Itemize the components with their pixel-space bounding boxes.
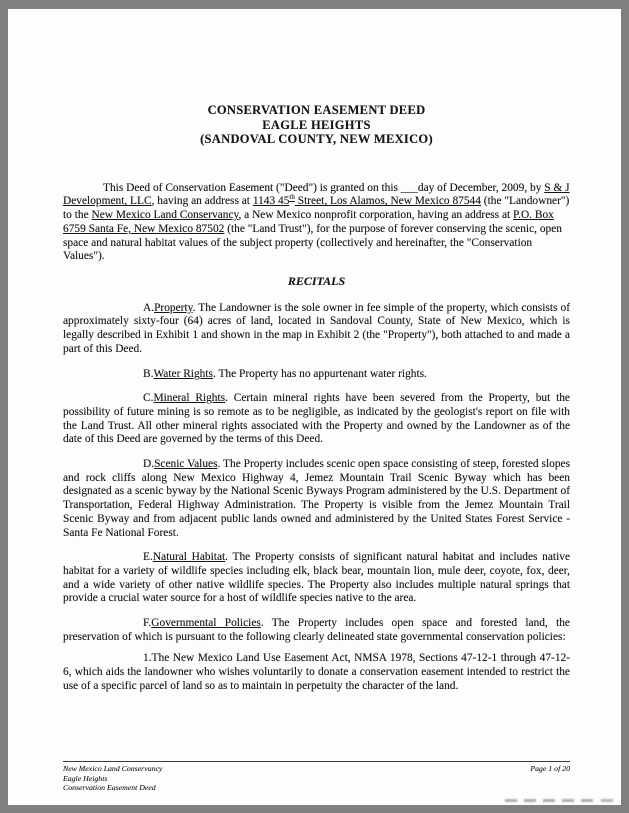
title-line-deed: CONSERVATION EASEMENT DEED <box>207 103 426 117</box>
footer-project-name: Eagle Heights <box>63 773 108 783</box>
paragraph-e-natural-habitat: E.Natural Habitat. The Property consists of significant natural habitat and includes native habitat for a variety of wildlife species including elk, black bear, mountain lion, mule deer, coyote, fox, deer, and a wide variety of other native wildlife species. The Property also includes multiple natural springs that provide a crucial water source for a host of wildlife species native to the area. <box>63 551 570 605</box>
document-page <box>8 9 621 805</box>
paragraph-c-mineral-rights: C.Mineral Rights. Certain mineral rights have been severed from the Property, but the possibility of future mining is so remote as to be negligible, as indicated by the geologist's report on file with the Land Trust. All other mineral rights associated with the Property and owned by the Landowner as of the date of this Deed are governed by the terms of this Deed. <box>63 392 570 446</box>
intro-paragraph: This Deed of Conservation Easement ("Deed") is granted on this ___day of December, 2009, by S & J Development, LLC, having an address at 1143 45th Street, Los Alamos, New Mexico 87544 (the "Landowner") to the New Mexico Land Conservancy, a New Mexico nonprofit corporation, having an address at P.O. Box 6759 Santa Fe, New Mexico 87502 (the "Land Trust"), for the purpose of forever conserving the scenic, open space and natural habitat values of the subject property (collectively and hereinafter, the "Conservation Values"). <box>63 181 570 263</box>
title-line-county: (SANDOVAL COUNTY, NEW MEXICO) <box>200 132 433 147</box>
document-title <box>63 103 570 147</box>
paragraph-b-water-rights: B.Water Rights. The Property has no appurtenant water rights. <box>143 367 427 380</box>
scan-artifact <box>505 799 595 802</box>
footer-page-number: Page 1 of 20 <box>530 764 570 773</box>
footer-organization: New Mexico Land Conservancy <box>63 764 163 773</box>
footer-document-info <box>63 764 162 793</box>
paragraph-d-scenic-values: D.Scenic Values. The Property includes scenic open space consisting of steep, forested slopes and rock cliffs along New Mexico Highway 4, Jemez Mountain Trail Scenic Byway which has been designated as a scenic byway by the National Scenic Byways Program administered by the U.S. Department of Transportation, Federal Highway Administration. The Property is visible from the Jemez Mountain Trail Scenic Byway and from adjacent public lands owned and administered by the United States Forest Service - Santa Fe National Forest. <box>63 458 571 539</box>
page-footer <box>63 761 570 793</box>
footer-document-type: Conservation Easement Deed <box>63 783 156 793</box>
paragraph-a-property: A.Property. The Landowner is the sole owner in fee simple of the property, which consists of approximately sixty-four (64) acres of land, located in Sandoval County, State of New Mexico, which is legally described in Exhibit 1 and shown in the map in Exhibit 2 (the "Property"), both attached to and made a part of this Deed. <box>63 301 570 355</box>
recitals-heading: RECITALS <box>287 274 346 288</box>
title-line-name: EAGLE HEIGHTS <box>262 117 371 132</box>
scan-artifact-dot <box>601 799 613 802</box>
paragraph-f-governmental-policies: F.Governmental Policies. The Property includes open space and forested land, the preservation of which is pursuant to the following clearly delineated state governmental conservation policies: <box>63 617 570 643</box>
subparagraph-1-land-use-easement-act: 1.The New Mexico Land Use Easement Act, NMSA 1978, Sections 47-12-1 through 47-12-6, which aids the landowner who wishes voluntarily to donate a conservation easement intended to restrict the use of a specific parcel of land so as to maintain in perpetuity the character of the land. <box>63 652 570 692</box>
